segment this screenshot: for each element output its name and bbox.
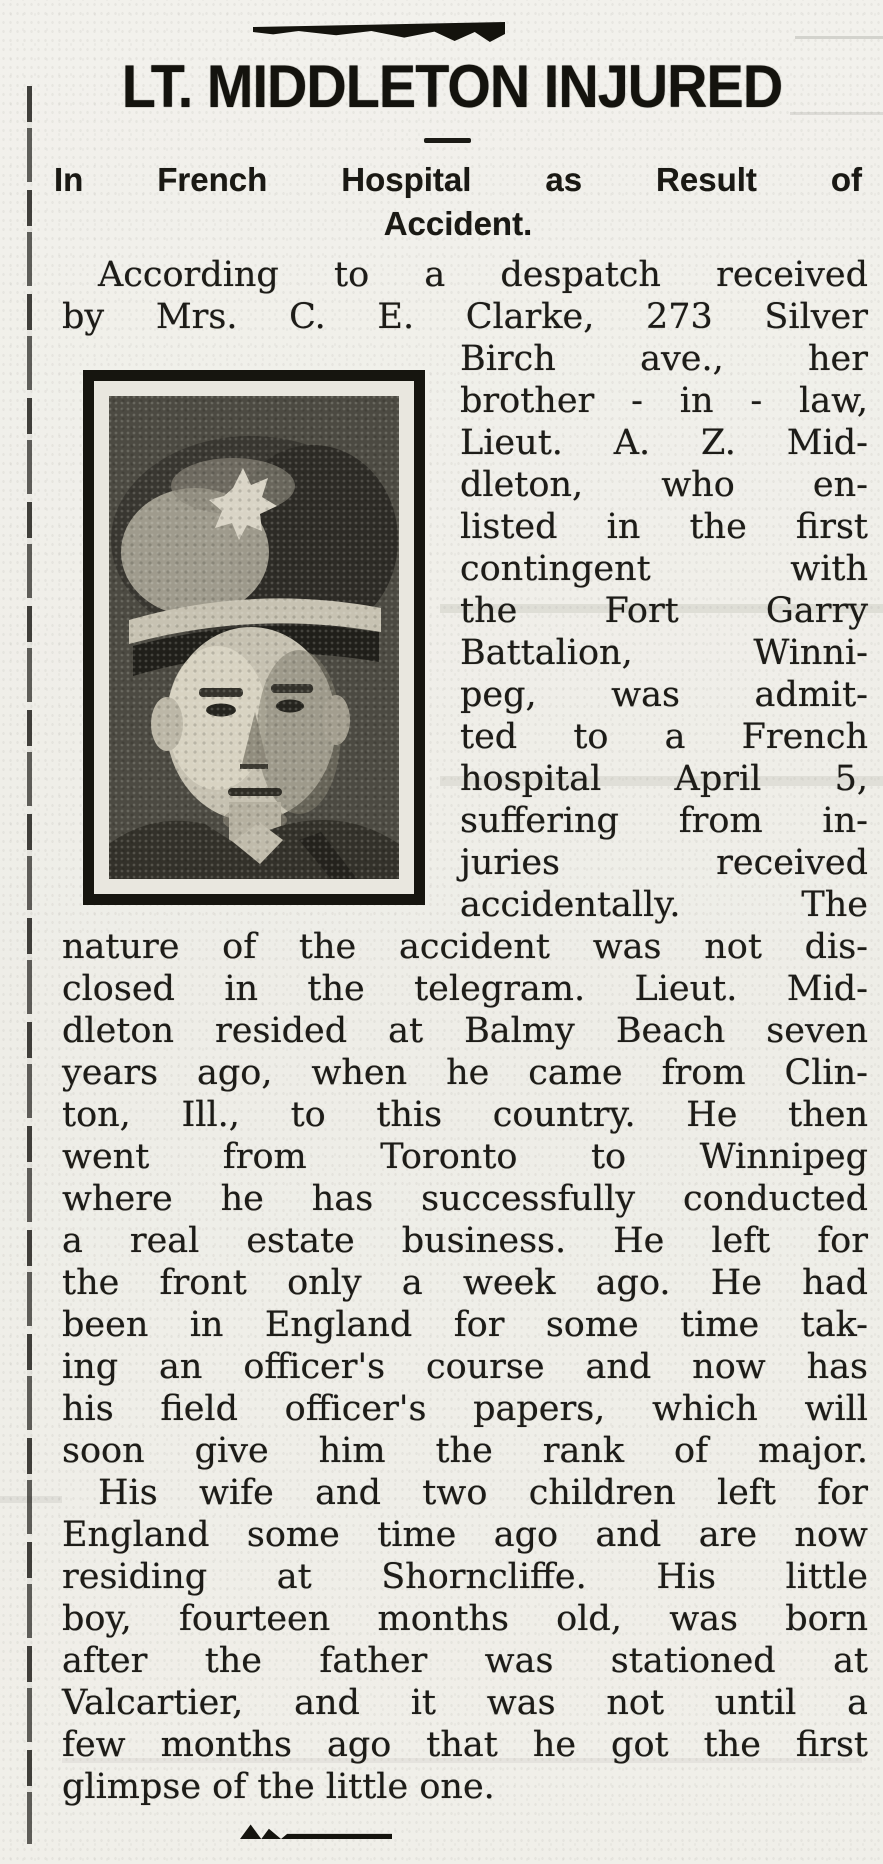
- body-line: suffering from in-: [460, 801, 868, 841]
- body-line: by Mrs. C. E. Clarke, 273 Silver: [62, 297, 868, 337]
- body-line: Lieut. A. Z. Mid-: [460, 423, 868, 463]
- body-line: listed in the first: [460, 507, 868, 547]
- soldier-portrait-svg: [83, 370, 425, 905]
- body-line: dleton resided at Balmy Beach seven: [62, 1011, 868, 1051]
- body-line: glimpse of the little one.: [62, 1767, 495, 1807]
- body-line: contingent with: [460, 549, 868, 589]
- section-ornament: [240, 1822, 392, 1839]
- body-line: England some time ago and are now: [62, 1515, 868, 1555]
- body-line: Birch ave., her: [460, 339, 868, 379]
- body-line: few months ago that he got the first: [62, 1725, 868, 1765]
- body-line: where he has successfully conducted: [62, 1179, 868, 1219]
- body-line: ing an officer's course and now has: [62, 1347, 868, 1387]
- headline: LT. MIDDLETON INJURED: [121, 53, 783, 120]
- body-line: brother - in - law,: [460, 381, 868, 421]
- article-body: [62, 254, 868, 1808]
- body-line: ted to a French: [460, 717, 868, 757]
- body-line: Valcartier, and it was not until a: [62, 1683, 868, 1723]
- body-line: Battalion, Winni-: [460, 633, 868, 673]
- portrait-photo: [83, 370, 425, 905]
- subhead: [54, 158, 862, 246]
- body-line: went from Toronto to Winnipeg: [62, 1137, 868, 1177]
- body-line: residing at Shorncliffe. His little: [62, 1557, 868, 1597]
- body-line: His wife and two children left for: [98, 1473, 868, 1513]
- body-line: According to a despatch received: [98, 255, 868, 295]
- ink-smudge: [253, 22, 505, 42]
- body-line: been in England for some time tak-: [62, 1305, 868, 1345]
- body-line: his field officer's papers, which will: [62, 1389, 868, 1429]
- body-line: years ago, when he came from Clin-: [62, 1053, 868, 1093]
- body-line: peg, was admit-: [460, 675, 868, 715]
- body-line: closed in the telegram. Lieut. Mid-: [62, 969, 868, 1009]
- body-line: the front only a week ago. He had: [62, 1263, 868, 1303]
- body-line: boy, fourteen months old, was born: [62, 1599, 868, 1639]
- subhead-line: In French Hospital as Result of: [54, 161, 862, 198]
- body-line: the Fort Garry: [460, 591, 868, 631]
- body-line: nature of the accident was not dis-: [62, 927, 868, 967]
- body-line: a real estate business. He left for: [62, 1221, 868, 1261]
- body-line: juries received: [460, 843, 868, 883]
- body-line: dleton, who en-: [460, 465, 868, 505]
- scan-streak: [795, 36, 883, 39]
- body-line: accidentally. The: [460, 885, 868, 925]
- subhead-line: Accident.: [383, 205, 533, 242]
- body-line: soon give him the rank of major.: [62, 1431, 868, 1471]
- column-rule: [27, 86, 32, 1844]
- body-line: ton, Ill., to this country. He then: [62, 1095, 868, 1135]
- headline-divider: [424, 138, 471, 143]
- body-line: hospital April 5,: [460, 759, 868, 799]
- body-line: after the father was stationed at: [62, 1641, 868, 1681]
